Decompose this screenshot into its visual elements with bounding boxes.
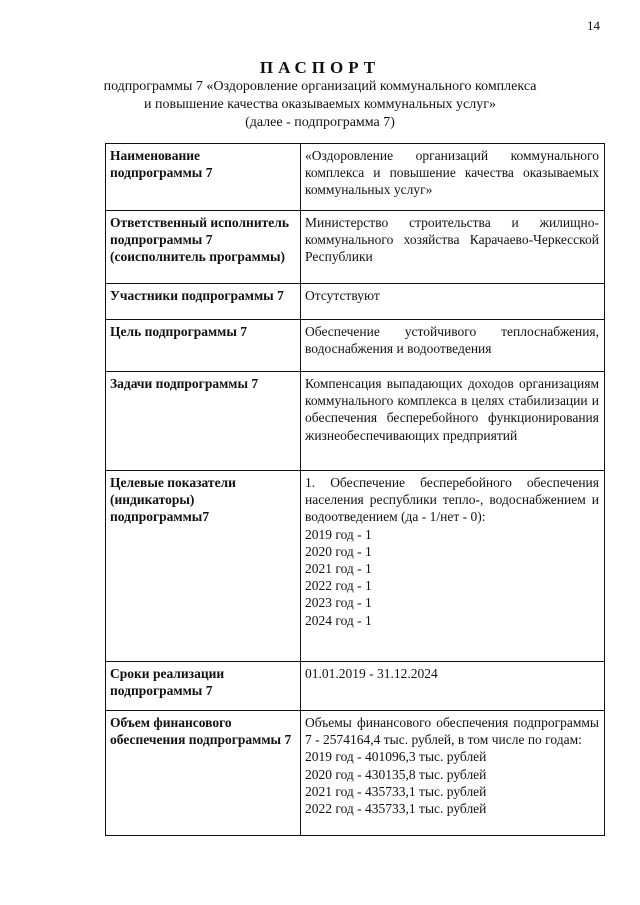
row-label-timeline: Сроки реализации подпрограммы 7 [106,662,301,711]
table-row [106,471,605,662]
row-value-indicators [301,471,605,662]
row-value-name: «Оздоровление организаций коммунального комплекса и повышение качества оказываемых коммунальных услуг» [301,144,605,211]
row-value-timeline: 01.01.2019 - 31.12.2024 [301,662,605,711]
row-value-tasks: Компенсация выпадающих доходов организациям коммунального комплекса в целях стабилизации и обеспечения бесперебойного функционирования жизнеобеспечивающих предприятий [301,372,605,471]
funding-intro: Объемы финансового обеспечения подпрограммы 7 - 2574164,4 тыс. рублей, в том числе по годам: [305,715,599,748]
row-label-name: Наименование подпрограммы 7 [106,144,301,211]
row-value-goal: Обеспечение устойчивого теплоснабжения, водоснабжения и водоотведения [301,320,605,372]
table-row [106,662,605,711]
row-label-indicators: Целевые показатели (индикаторы) подпрограммы7 [106,471,301,662]
indicator-year-2023: 2023 год - 1 [305,595,372,611]
document-title: ПАСПОРТ [259,58,381,77]
indicator-year-2022: 2022 год - 1 [305,578,372,594]
indicator-year-2024: 2024 год - 1 [305,612,372,628]
table-row [106,711,605,836]
funding-year-2019: 2019 год - 401096,3 тыс. рублей [305,749,487,765]
table-row [106,211,605,284]
row-label-tasks: Задачи подпрограммы 7 [106,372,301,471]
subtitle-line-2: и повышение качества оказываемых коммунальных услуг» [144,97,496,112]
row-value-funding [301,711,605,836]
table-row [106,144,605,211]
subtitle-line-1: подпрограммы 7 «Оздоровление организаций коммунального комплекса [103,79,537,94]
row-label-executor: Ответственный исполнитель подпрограммы 7 (соисполнитель программы) [106,211,301,284]
passport-heading [0,58,640,132]
indicator-year-2019: 2019 год - 1 [305,526,372,542]
funding-year-2020: 2020 год - 430135,8 тыс. рублей [305,766,487,782]
row-label-funding: Объем финансового обеспечения подпрограммы 7 [106,711,301,836]
table-row [106,320,605,372]
page-number: 14 [587,18,600,33]
table-row [106,284,605,320]
row-label-participants: Участники подпрограммы 7 [106,284,301,320]
row-value-participants: Отсутствуют [301,284,605,320]
subtitle-line-3: (далее - подпрограмма 7) [245,115,395,130]
funding-year-2021: 2021 год - 435733,1 тыс. рублей [305,783,487,799]
indicator-year-2021: 2021 год - 1 [305,561,372,577]
passport-table [105,143,605,836]
indicator-year-2020: 2020 год - 1 [305,543,372,559]
funding-year-2022: 2022 год - 435733,1 тыс. рублей [305,801,487,817]
indicator-intro: 1. Обеспечение бесперебойного обеспечения населения республики тепло-, водоснабжением и водоотведением (да - 1/нет - 0): [305,475,599,525]
row-label-goal: Цель подпрограммы 7 [106,320,301,372]
row-value-executor: Министерство строительства и жилищно-коммунального хозяйства Карачаево-Черкесской Республики [301,211,605,284]
table-row [106,372,605,471]
